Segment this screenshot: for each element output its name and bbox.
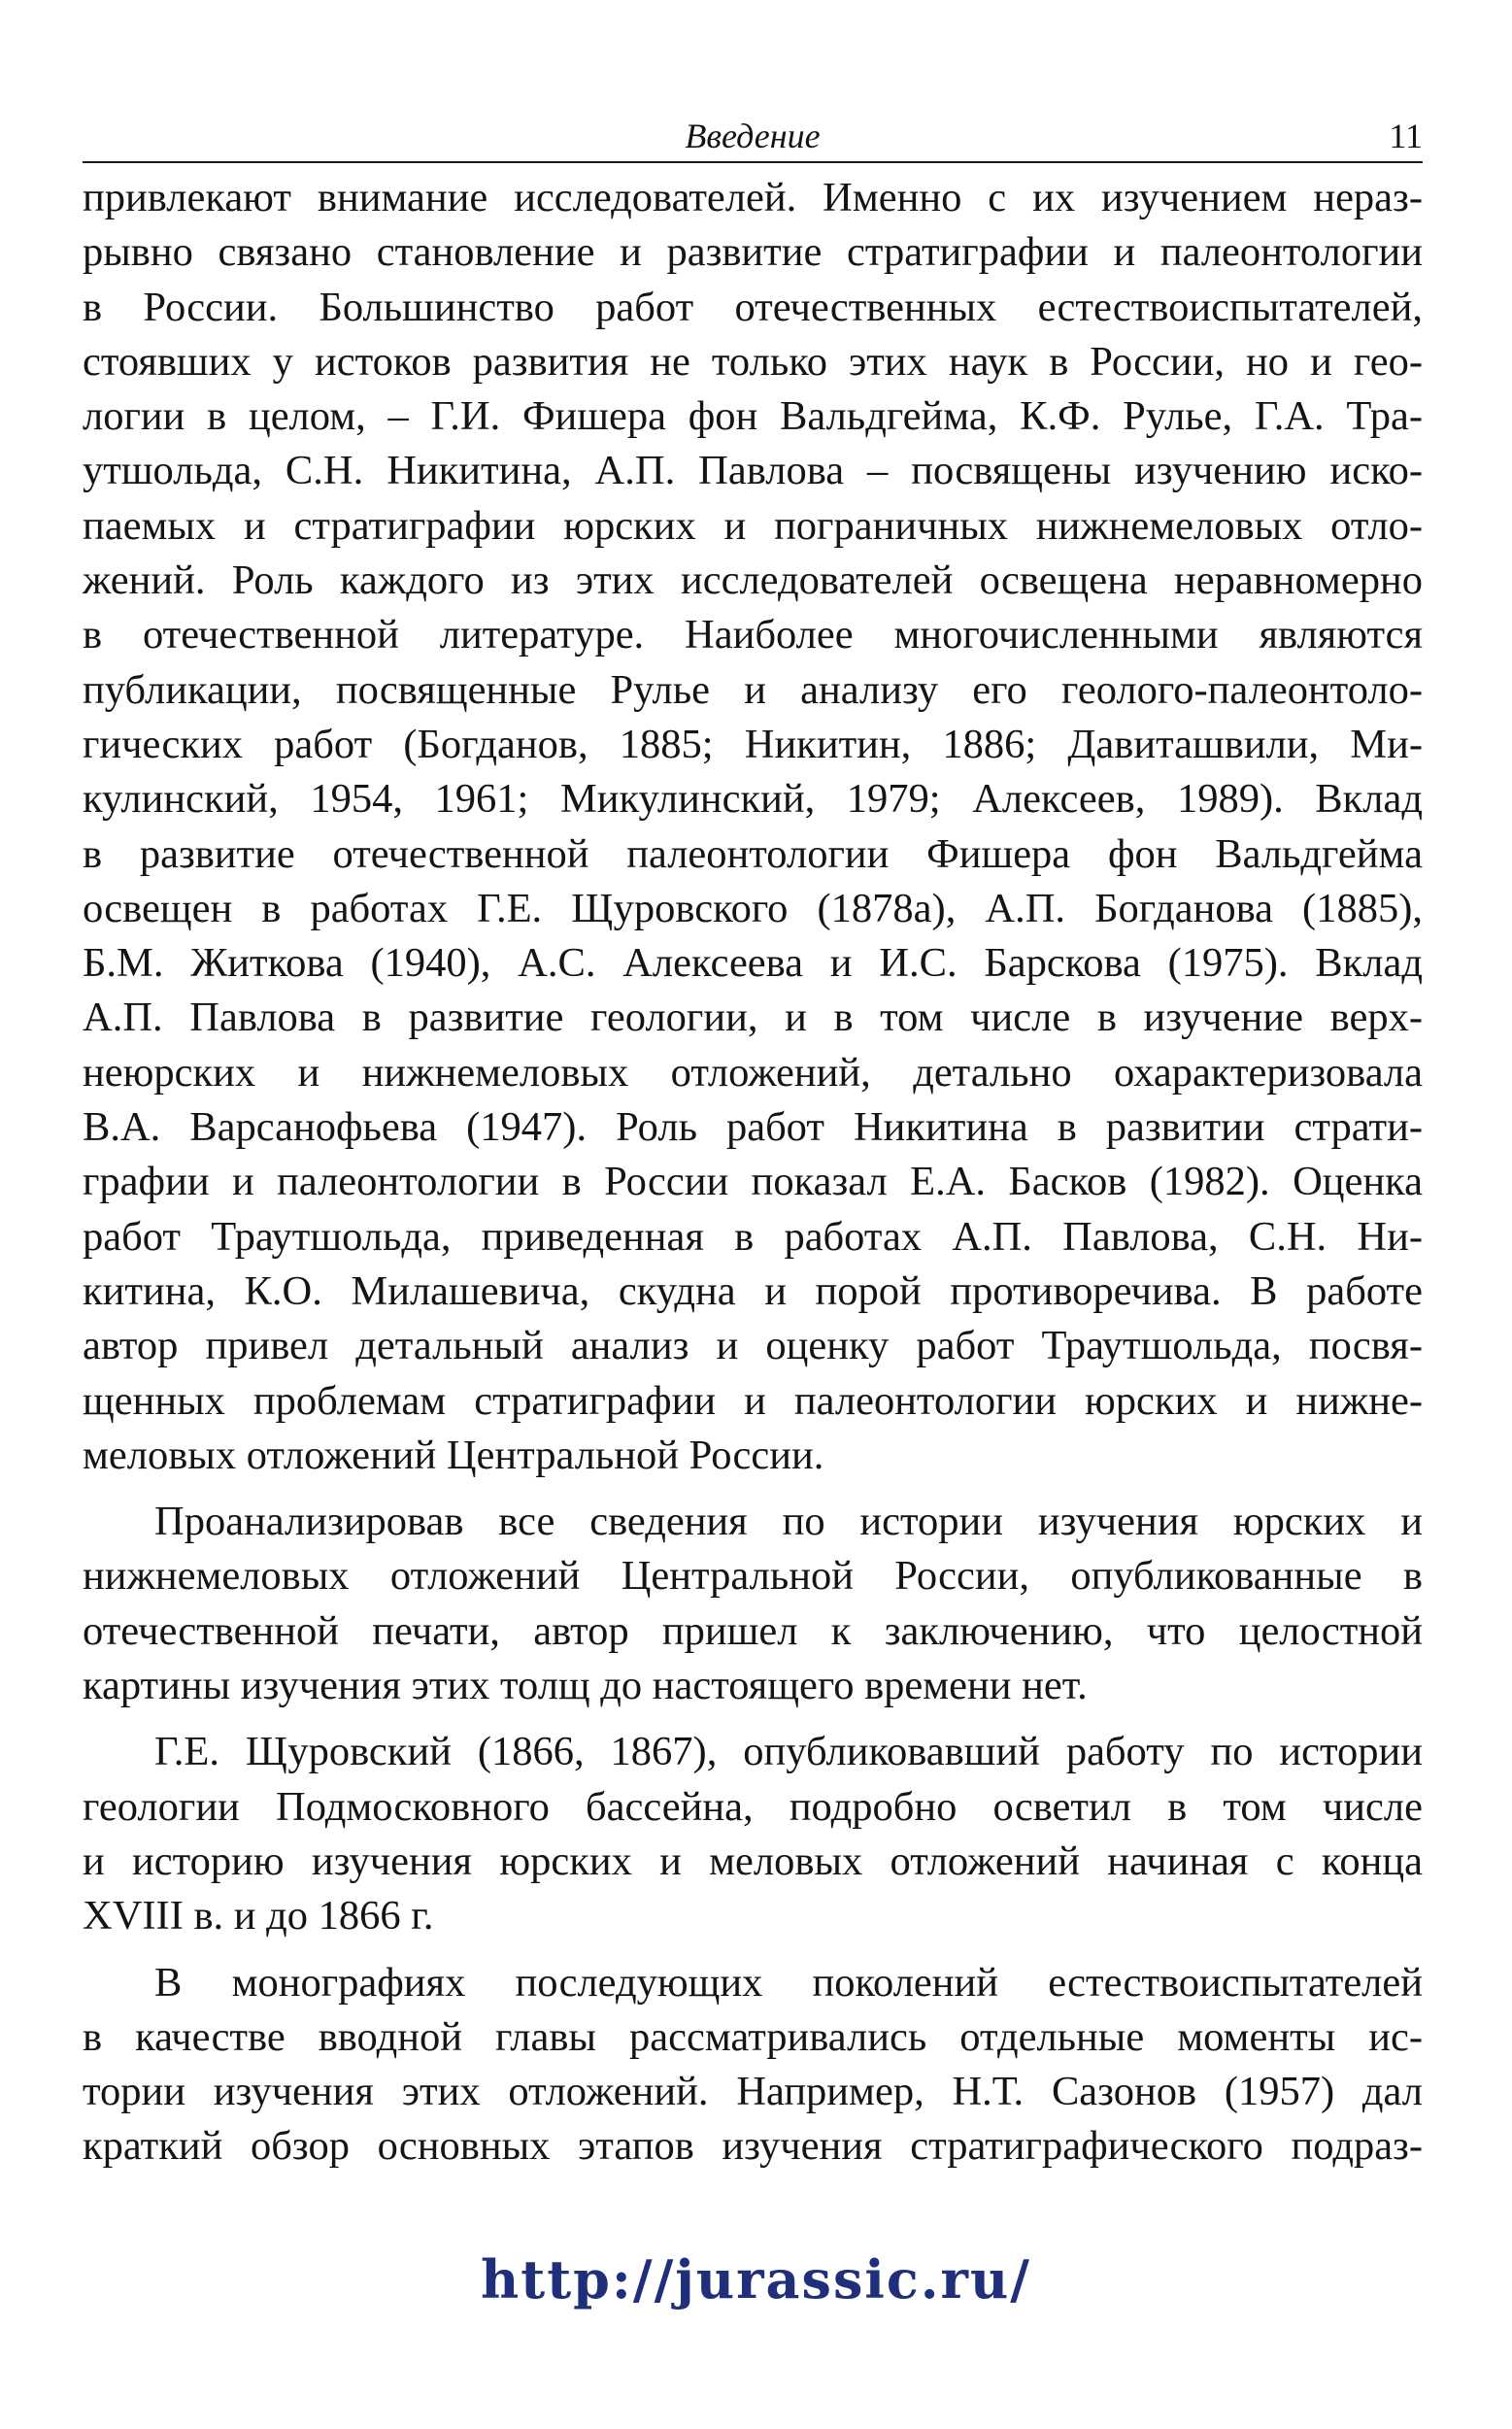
text-line: китина, К.О. Милашевича, скудна и порой противоречива. В работе <box>83 1267 1423 1314</box>
text-line: В монографиях последующих поколений естествоиспытателей <box>154 1959 1423 2006</box>
text-line: жений. Роль каждого из этих исследователей освещена неравномерно <box>83 557 1423 604</box>
body-text <box>83 171 1423 2175</box>
text-line: в качестве вводной главы рассматривались отдельные моменты ис- <box>83 2013 1423 2060</box>
text-line: логии в целом, – Г.И. Фишера фон Вальдгейма, К.Ф. Рулье, Г.А. Тра- <box>83 393 1423 440</box>
text-line: тории изучения этих отложений. Например, Н.Т. Сазонов (1957) дал <box>83 2069 1423 2115</box>
text-line: работ Траутшольда, приведенная в работах А.П. Павлова, С.Н. Ни- <box>83 1213 1423 1260</box>
paragraph-1 <box>83 171 1423 1483</box>
running-header <box>83 115 1423 163</box>
paragraph-2 <box>83 1495 1423 1713</box>
text-line: кулинский, 1954, 1961; Микулинский, 1979; Алексеев, 1989). Вклад <box>83 776 1423 823</box>
watermark-url: http://jurassic.ru/ <box>481 2248 1031 2311</box>
text-line: Б.М. Житкова (1940), А.С. Алексеева и И.С. Барскова (1975). Вклад <box>83 940 1423 987</box>
text-line: графии и палеонтологии в России показал Е.А. Басков (1982). Оценка <box>83 1159 1423 1205</box>
text-line: стоявших у истоков развития не только этих наук в России, но и гео- <box>83 338 1423 385</box>
text-line: нижнемеловых отложений Центральной России, опубликованные в <box>83 1553 1423 1600</box>
paragraph-3 <box>83 1725 1423 1943</box>
text-line: картины изучения этих толщ до настоящего времени нет. <box>83 1663 1088 1709</box>
text-line: паемых и стратиграфии юрских и пограничных нижнемеловых отло- <box>83 502 1423 549</box>
text-line: геологии Подмосковного бассейна, подробно осветил в том числе <box>83 1783 1423 1830</box>
text-line: в отечественной литературе. Наиболее многочисленными являются <box>83 612 1423 658</box>
page-number: 11 <box>1389 117 1423 155</box>
text-line: щенных проблемам стратиграфии и палеонтологии юрских и нижне- <box>83 1377 1423 1424</box>
text-line: в России. Большинство работ отечественных естествоиспытателей, <box>83 284 1423 330</box>
section-title: Введение <box>685 117 821 155</box>
text-line: Проанализировав все сведения по истории изучения юрских и <box>154 1499 1423 1545</box>
text-line: и историю изучения юрских и меловых отложений начиная с конца <box>83 1838 1423 1884</box>
text-line: в развитие отечественной палеонтологии Фишера фон Вальдгейма <box>83 830 1423 877</box>
text-line: привлекают внимание исследователей. Именно с их изучением нераз- <box>83 175 1423 220</box>
paragraph-4 <box>83 1956 1423 2175</box>
text-line: XVIII в. и до 1866 г. <box>83 1893 434 1940</box>
text-line: А.П. Павлова в развитие геологии, и в том числе в изучение верх- <box>83 995 1423 1041</box>
text-line: В.А. Варсанофьева (1947). Роль работ Никитина в развитии страти- <box>83 1104 1423 1151</box>
text-line: краткий обзор основных этапов изучения стратиграфического подраз- <box>83 2123 1423 2170</box>
text-line: публикации, посвященные Рулье и анализу его геолого-палеонтоло- <box>83 666 1423 713</box>
text-line: отечественной печати, автор пришел к заключению, что целостной <box>83 1607 1423 1654</box>
text-line: автор привел детальный анализ и оценку работ Траутшольда, посвя- <box>83 1323 1423 1369</box>
book-page <box>83 115 1423 2175</box>
text-line: меловых отложений Центральной России. <box>83 1432 824 1478</box>
text-line: рывно связано становление и развитие стратиграфии и палеонтологии <box>83 229 1423 276</box>
text-line: Г.Е. Щуровский (1866, 1867), опубликовавший работу по истории <box>154 1729 1423 1775</box>
text-line: неюрских и нижнемеловых отложений, детально охарактеризовала <box>83 1049 1423 1096</box>
text-line: гических работ (Богданов, 1885; Никитин, 1886; Давиташвили, Ми- <box>83 721 1423 767</box>
text-line: освещен в работах Г.Е. Щуровского (1878а), А.П. Богданова (1885), <box>83 885 1423 931</box>
text-line: утшольда, С.Н. Никитина, А.П. Павлова – посвящены изучению иско- <box>83 448 1423 494</box>
